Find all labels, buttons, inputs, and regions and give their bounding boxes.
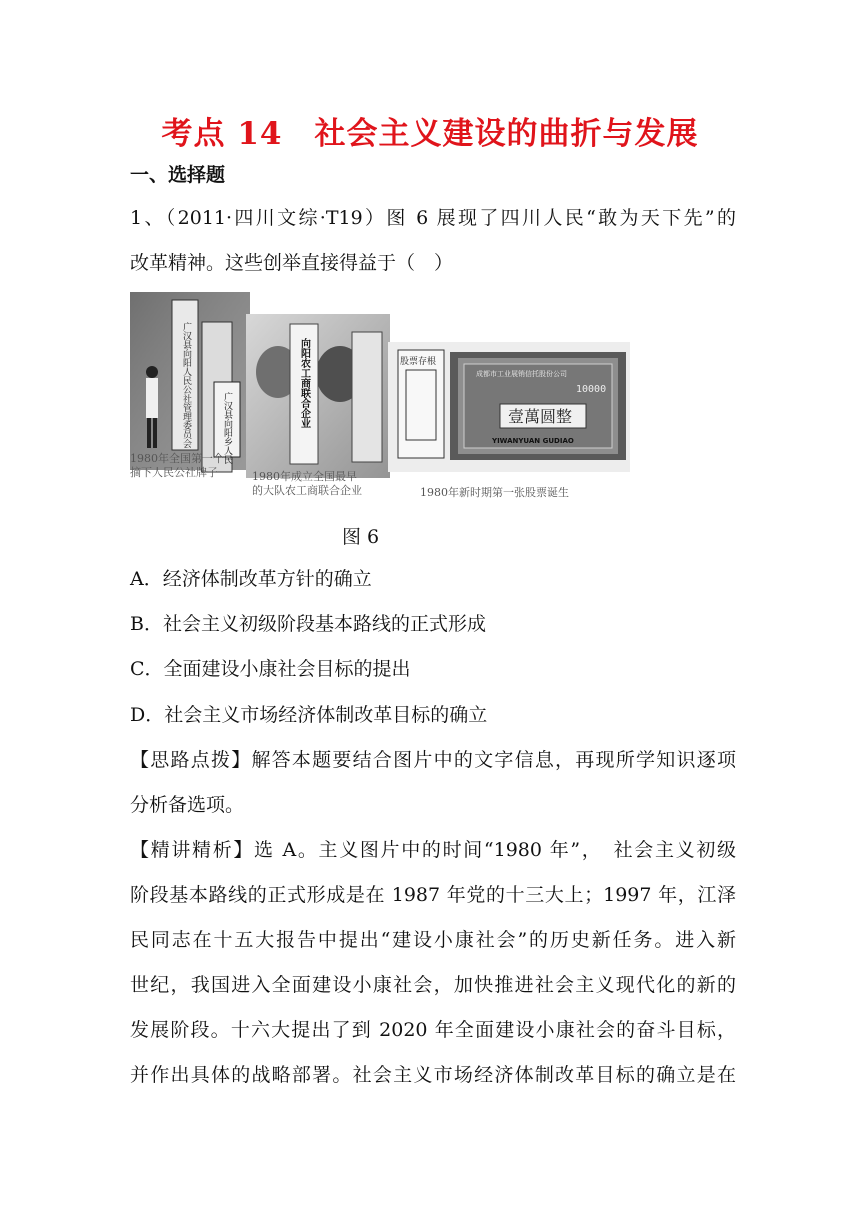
photo3-number-text: 10000 xyxy=(576,384,607,395)
photo1-sign2-text: 广汉县向阳乡人民 xyxy=(222,392,232,464)
page-title: 考点 14 社会主义建设的曲折与发展 xyxy=(161,116,699,152)
analysis-line-1: 【精讲精析】选 A。主义图片中的时间“1980 年”， 社会主义初级 xyxy=(130,839,736,861)
photo3-pinyin-text: YIWANYUAN GUDIAO xyxy=(492,437,574,445)
photo-enterprise-sign xyxy=(246,314,390,478)
analysis-line-3: 民同志在十五大报告中提出“建设小康社会”的历史新任务。进入新 xyxy=(130,929,736,951)
analysis-line-6: 并作出具体的战略部署。社会主义市场经济体制改革目标的确立是在 xyxy=(130,1064,736,1086)
photo-commune-sign xyxy=(130,292,250,472)
photo2-caption: 1980年成立全国最早 的大队农工商联合企业 xyxy=(252,470,362,497)
analysis-line-2: 阶段基本路线的正式形成是在 1987 年党的十三大上；1997 年，江泽 xyxy=(130,884,736,906)
photo3-caption: 1980年新时期第一张股票诞生 xyxy=(420,486,569,499)
hint-line-2: 分析备选项。 xyxy=(130,794,245,816)
option-d: D．社会主义市场经济体制改革目标的确立 xyxy=(130,704,488,726)
analysis-line-4: 世纪，我国进入全面建设小康社会，加快推进社会主义现代化的新的 xyxy=(130,974,736,996)
photo3-stub-text: 股票存根 xyxy=(400,357,437,367)
option-b: B．社会主义初级阶段基本路线的正式形成 xyxy=(130,613,486,635)
photo-stock-certificate xyxy=(388,342,630,472)
photo3-header-text: 成都市工业展销信托股份公司 xyxy=(476,370,567,378)
photo1-sign-text: 广汉县向阳人民公社管理委员会 xyxy=(181,322,191,448)
section-heading: 一、选择题 xyxy=(130,164,226,186)
analysis-line-5: 发展阶段。十六大提出了到 2020 年全面建设小康社会的奋斗目标， xyxy=(130,1019,736,1041)
figure-caption: 图 6 xyxy=(342,526,380,548)
photo1-caption: 1980年全国第一个 摘下人民公社牌子 xyxy=(130,452,224,479)
photo3-amount-text: 壹萬圆整 xyxy=(508,407,573,426)
question-line-1: 1、（2011·四川文综·T19）图 6 展现了四川人民“敢为天下先”的 xyxy=(130,207,736,229)
photo2-sign-text: 向阳农工商联合企业 xyxy=(298,338,310,428)
figure-6-photos xyxy=(130,292,630,508)
hint-line-1: 【思路点拨】解答本题要结合图片中的文字信息，再现所学知识逐项 xyxy=(130,749,736,771)
option-a: A．经济体制改革方针的确立 xyxy=(130,568,372,590)
question-line-2: 改革精神。这些创举直接得益于（ ） xyxy=(130,252,454,274)
option-c: C．全面建设小康社会目标的提出 xyxy=(130,658,411,680)
